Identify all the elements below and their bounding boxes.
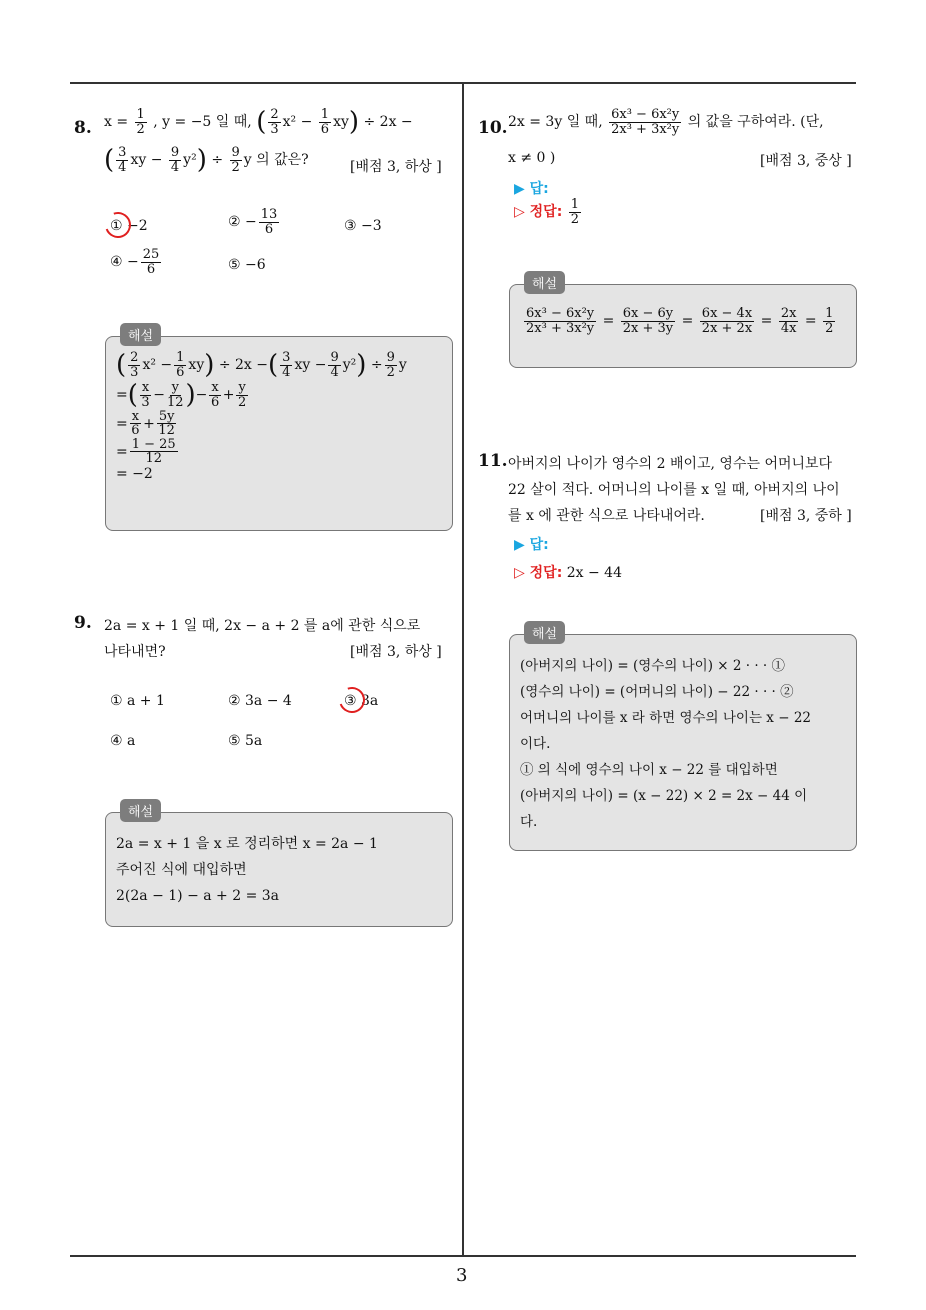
question-11-number: 11. [478, 451, 508, 471]
question-9-line2: 나타내면? [104, 644, 166, 660]
question-9-line1: 2a = x + 1 일 때, 2x − a + 2 를 a에 관한 식으로 [104, 618, 421, 634]
q8-option-1[interactable]: ① −2 [110, 218, 148, 234]
q9-option-4[interactable]: ④ a [110, 733, 136, 749]
q9-option-3[interactable]: ③ 3a [344, 693, 379, 709]
q10-correct-answer: ▷ 정답: $\frac{1}{2}$ [514, 197, 580, 227]
q10-answer-label: ▶ 답: [514, 181, 549, 197]
q10-solution-box [509, 284, 857, 368]
q9-solution-label: 해설 [120, 799, 161, 822]
question-11-line3: 를 x 에 관한 식으로 나타내어라. [508, 508, 705, 524]
question-9-number: 9. [74, 613, 92, 633]
q9-solution-box [105, 812, 453, 927]
q8-option-3[interactable]: ③ −3 [344, 218, 382, 234]
question-10-meta: [배점 3, 중상 ] [760, 153, 852, 169]
q8-option-5[interactable]: ⑤ −6 [228, 257, 266, 273]
q11-answer-label: ▶ 답: [514, 537, 549, 553]
q8-option-2[interactable]: ② − $\frac{13}{6}$ [228, 207, 278, 237]
q8-selected-mark [101, 208, 136, 243]
column-divider [462, 84, 464, 1256]
q9-option-1[interactable]: ① a + 1 [110, 693, 165, 709]
question-11-meta: [배점 3, 중하 ] [760, 508, 852, 524]
question-10-line2: x ≠ 0 ) [508, 150, 556, 166]
question-10-line1: 2x = 3y 일 때, $\frac{\text{6x³ − 6x²y}}{\text{2x³ + 3x²y}}$ 의 값을 구하여라. (단, [508, 107, 824, 137]
q8-option-4[interactable]: ④ − $\frac{25}{6}$ [110, 247, 160, 277]
q8-solution-box [105, 336, 453, 531]
q11-correct-answer: ▷ 정답: 2x − 44 [514, 565, 622, 581]
q9-option-2[interactable]: ② 3a − 4 [228, 693, 292, 709]
question-11-line1: 아버지의 나이가 영수의 2 배이고, 영수는 어머니보다 [508, 456, 833, 472]
q11-solution-body: (아버지의 나이) = (영수의 나이) × 2 · · · ① (영수의 나이) = (어머니의 나이) − 22 · · · ② 어머니의 나이를 x 라 하면 영수의 나이는 x − 22 이다. ① 의 식에 영수의 나이 x − 22 를 대입하면 (아버지의 나이) = (x − 22) × 2 = 2x − 44 이 다. [520, 658, 811, 830]
q9-solution-body: 2a = x + 1 을 x 로 정리하면 x = 2a − 1 주어진 식에 대입하면 2(2a − 1) − a + 2 = 3a [116, 836, 378, 904]
bottom-rule [70, 1255, 856, 1257]
question-10-number: 10. [478, 118, 508, 138]
q10-solution-body: $\frac{\text{6x³ − 6x²y}}{\text{2x³ + 3x²y}}$ = $\frac{6x - 6y}{2x + 3y}$ = $\frac{6x - 4x}{2x + 2x}$ = $\frac{2x}{4x}$ = $\frac{1}{2}$ [526, 306, 834, 336]
question-8-line2: ( $\frac{3}{4}$ xy − $\frac{9}{4}$ y²) ÷ $\frac{9}{2}$ y 의 값은? [104, 145, 309, 176]
q11-solution-label: 해설 [524, 621, 565, 644]
question-8-number: 8. [74, 118, 92, 138]
q11-solution-box [509, 634, 857, 851]
question-9-meta: [배점 3, 하상 ] [350, 644, 442, 660]
q8-solution-label: 해설 [120, 323, 161, 346]
question-8-meta: [배점 3, 하상 ] [350, 159, 442, 175]
question-11-line2: 22 살이 적다. 어머니의 나이를 x 일 때, 아버지의 나이 [508, 482, 840, 498]
page-number: 3 [456, 1265, 468, 1286]
q9-selected-mark [335, 683, 370, 718]
question-8-line1: x = $\frac{1}{2}$ , y = −5 일 때, ( $\frac{2}{3}$ x² − $\frac{1}{6}$ xy) ÷ 2x − [104, 107, 413, 138]
q9-option-5[interactable]: ⑤ 5a [228, 733, 263, 749]
q10-solution-label: 해설 [524, 271, 565, 294]
q8-solution-body: ( $\frac{2}{3}$ x² − $\frac{1}{6}$ xy) ÷ 2x −( $\frac{3}{4}$ xy − $\frac{9}{4}$ y²) ÷ $\frac{9}{2}$ y =( $\frac{x}{3}$ − $\frac{y}{12}$ )− $\frac{x}{6}$ + $\frac{y}{2}$ = $\frac{x}{6}$ + $\frac{5y}{12}$ = $\frac{1 - 25}{12}$ = −2 [116, 350, 407, 483]
